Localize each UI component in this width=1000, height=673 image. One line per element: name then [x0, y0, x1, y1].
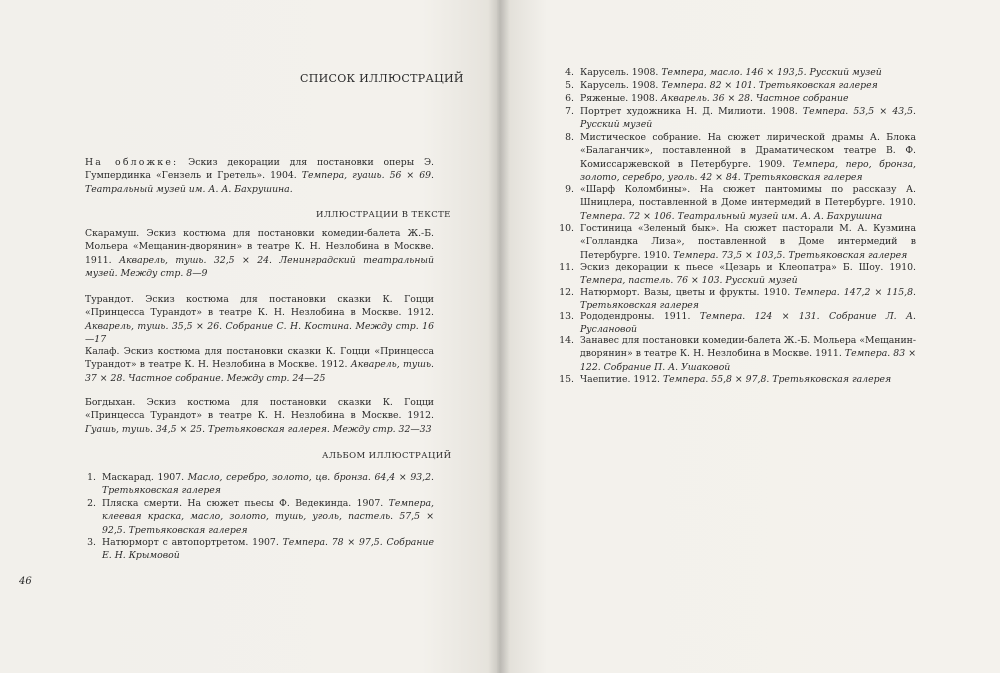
text-illustration-entry	[85, 227, 434, 281]
entry-details: Акварель, тушь. 35,5 × 26. Собрание С. Н. Костина. Между стр. 16—17	[85, 320, 434, 346]
item-number: 1.	[87, 472, 96, 483]
entry-text: Скарамуш. Эскиз костюма для постановки комедии-балета Ж.-Б. Мольера «Мещанин-дворянин» в театре К. Н. Незлобина в Москве. 1911.	[85, 228, 434, 266]
item-details: Темпера. 73,5 × 103,5. Третьяковская галерея	[673, 249, 908, 261]
text-illustration-entry	[85, 293, 434, 347]
item-text: Чаепитие. 1912.	[580, 374, 660, 385]
item-text: Натюрморт. Вазы, цветы и фрукты. 1910.	[580, 287, 791, 298]
entry-details: Акварель, тушь. 37 × 28. Частное собрание. Между стр. 24—25	[85, 359, 434, 384]
cover-details: Темпера, гуашь. 56 × 69. Театральный музей им. А. А. Бахрушина.	[85, 170, 434, 195]
item-details: Темпера, пастель. 76 × 103. Русский музей	[580, 275, 798, 287]
entry-text: Богдыхан. Эскиз костюма для постановки сказки К. Гоцци «Принцесса Турандот» в театре К. Н. Незлобина в Москве. 1912.	[85, 397, 434, 422]
item-text: Натюрморт с автопортретом. 1907.	[102, 537, 279, 548]
section-heading-album: АЛЬБОМ ИЛЛЮСТРАЦИЙ	[322, 451, 452, 461]
item-text: Эскиз декорации к пьесе «Цезарь и Клеопатра» Б. Шоу. 1910.	[580, 262, 916, 273]
item-text: Занавес для постановки комедии-балета Ж.-Б. Мольера «Мещанин-дворянин» в театре К. Н. Незлобина в Москве. 1911.	[580, 335, 916, 360]
item-details: Темпера, перо, бронза, золото, серебро, уголь. 42 × 84. Третьяковская галерея	[580, 158, 916, 184]
item-number: 14.	[559, 335, 574, 346]
text-illustration-entry	[85, 396, 434, 436]
cover-label: На обложке:	[85, 157, 179, 168]
book-spine-shadow	[488, 0, 510, 673]
entry-details: Акварель, тушь. 32,5 × 24. Ленинградский театральный музей. Между стр. 8—9	[85, 254, 434, 280]
item-details: Темпера. 147,2 × 115,8. Третьяковская галерея	[580, 287, 916, 312]
item-number: 5.	[565, 80, 574, 91]
item-text: Портрет художника Н. Д. Милиоти. 1908.	[580, 106, 798, 117]
item-text: Рододендроны. 1911.	[580, 311, 691, 322]
item-number: 13.	[559, 311, 574, 322]
item-number: 4.	[565, 67, 574, 78]
item-number: 12.	[559, 287, 574, 298]
item-text: «Шарф Коломбины». На сюжет пантомимы по рассказу А. Шницлера, поставленной в Доме интермедий в Петербурге. 1910.	[580, 184, 916, 209]
item-details: Темпера. 124 × 131. Собрание Л. А. Руслановой	[580, 311, 916, 336]
item-text: Гостиница «Зеленый бык». На сюжет пасторали М. А. Кузмина «Голландка Лиза», поставленной в Доме интермедий в Петербурге. 1910.	[580, 223, 916, 261]
item-text: Маскарад. 1907.	[102, 472, 185, 483]
item-number: 9.	[565, 184, 574, 195]
item-details: Темпера, клеевая краска, масло, золото, тушь, уголь, пастель. 57,5 × 92,5. Третьяковская галерея	[102, 498, 434, 536]
item-details: Темпера. 55,8 × 97,8. Третьяковская галерея	[662, 374, 892, 385]
item-details: Темпера, масло. 146 × 193,5. Русский музей	[661, 67, 882, 78]
item-details: Темпера. 53,5 × 43,5. Русский музей	[580, 106, 916, 131]
item-number: 3.	[87, 537, 96, 548]
item-number: 7.	[565, 106, 574, 117]
item-details: Темпера. 83 × 122. Собрание П. А. Ушаковой	[580, 348, 916, 373]
entry-details: Гуашь, тушь. 34,5 × 25. Третьяковская галерея. Между стр. 32—33	[85, 423, 432, 435]
item-details: Темпера. 78 × 97,5. Собрание Е. Н. Крымовой	[102, 537, 434, 562]
item-number: 8.	[565, 132, 574, 143]
item-text: Карусель. 1908.	[580, 80, 659, 91]
page-number: 46	[19, 576, 32, 587]
item-details: Темпера. 72 × 106. Театральный музей им. А. А. Бахрушина	[580, 210, 883, 222]
item-text: Ряженые. 1908.	[580, 93, 658, 104]
item-number: 6.	[565, 93, 574, 104]
item-details: Масло, серебро, золото, цв. бронза. 64,4 × 93,2. Третьяковская галерея	[102, 472, 434, 497]
item-text: Пляска смерти. На сюжет пьесы Ф. Ведекинда. 1907.	[102, 498, 384, 509]
cover-entry	[85, 156, 434, 196]
item-details: Темпера. 82 × 101. Третьяковская галерея	[661, 80, 878, 91]
item-text: Мистическое собрание. На сюжет лирической драмы А. Блока «Балаганчик», поставленной в Драматическом театре В. Ф. Комиссаржевской в Петербурге. 1909.	[580, 132, 916, 170]
page-heading: СПИСОК ИЛЛЮСТРАЦИЙ	[300, 72, 464, 85]
entry-text: Калаф. Эскиз костюма для постановки сказки К. Гоцци «Принцесса Турандот» в театре К. Н. Незлобина в Москве. 1912.	[85, 346, 434, 371]
left-page	[0, 0, 497, 673]
item-number: 15.	[559, 374, 574, 385]
item-number: 2.	[87, 498, 96, 509]
item-text: Карусель. 1908.	[580, 67, 659, 78]
cover-text: Эскиз декорации для постановки оперы Э. Гумпердинка «Гензель и Гретель». 1904.	[85, 157, 435, 182]
entry-text: Турандот. Эскиз костюма для постановки сказки К. Гоцци «Принцесса Турандот» в театре К. Н. Незлобина в Москве. 1912.	[85, 294, 434, 319]
text-illustration-entry	[85, 345, 434, 385]
right-page	[497, 0, 1000, 673]
item-details: Акварель. 36 × 28. Частное собрание	[660, 93, 849, 104]
item-number: 11.	[559, 262, 574, 273]
section-heading-text: ИЛЛЮСТРАЦИИ В ТЕКСТЕ	[316, 210, 451, 220]
item-number: 10.	[559, 223, 574, 234]
